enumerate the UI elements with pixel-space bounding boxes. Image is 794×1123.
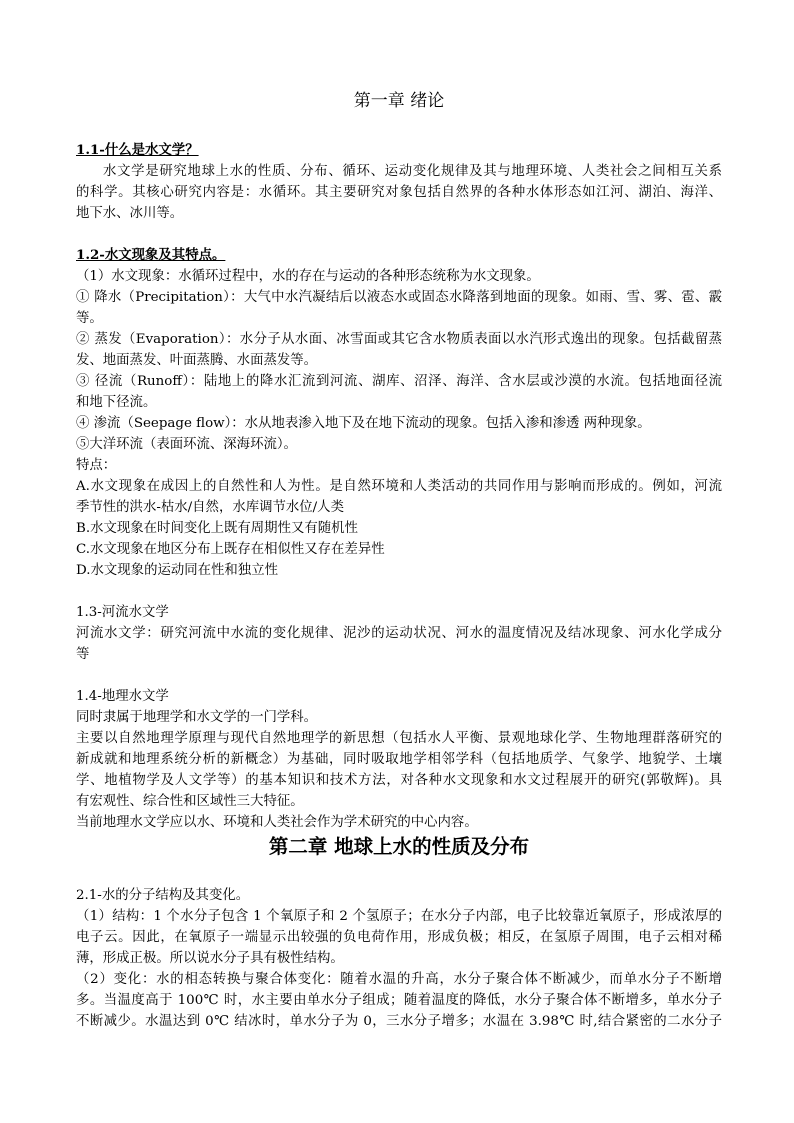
paragraph-line: 有宏观性、综合性和区域性三大特征。 [76,794,304,809]
paragraph-line: （2）变化：水的相态转换与聚合体变化：随着水温的升高，水分子聚合体不断减少，而单水分子不断增 [76,972,722,987]
chapter2-title: 第二章 地球上水的性质及分布 [268,835,530,858]
paragraph-line: 等。 [76,311,103,326]
paragraph-line: 当前地理水文学应以水、环境和人类社会作为学术研究的中心内容。 [76,815,478,830]
paragraph-line: 等 [76,647,90,662]
paragraph-line: ③ 径流（Runoff）：陆地上的降水汇流到河流、湖库、沼泽、海洋、含水层或沙漠的水流。包括地面径流 [76,374,722,389]
paragraph-line: 季节性的洪水-枯水/自然，水库调节水位/人类 [76,500,344,515]
paragraph-line: ② 蒸发（Evaporation）：水分子从水面、冰雪面或其它含水物质表面以水汽形式逸出的现象。包括截留蒸 [76,332,722,347]
paragraph-line: 主要以自然地理学原理与现代自然地理学的新思想（包括水人平衡、景观地球化学、生物地理群落研究的 [76,731,722,746]
paragraph-line: 和地下径流。 [76,395,157,410]
section-1-2-heading: 1.2-水文现象及其特点。 [76,247,226,263]
paragraph-line: C.水文现象在地区分布上既存在相似性又存在差异性 [76,542,385,557]
section-1-4-heading: 1.4-地理水文学 [76,689,169,704]
paragraph-line: 特点： [76,458,117,473]
paragraph-line: B.水文现象在时间变化上既有周期性又有随机性 [76,521,358,536]
paragraph-line: A.水文现象在成因上的自然性和人为性。是自然环境和人类活动的共同作用与影响而形成的。例如，河流 [76,479,722,494]
paragraph-line: 的科学。其核心研究内容是：水循环。其主要研究对象包括自然界的各种水体形态如江河、湖泊、海洋、 [76,185,722,200]
section-1-1-heading: 1.1-什么是水文学？ [76,142,199,158]
chapter1-title: 第一章 绪论 [353,91,445,111]
paragraph-line: 水文学是研究地球上水的性质、分布、循环、运动变化规律及其与地理环境、人类社会之间相互关系 [103,164,722,179]
paragraph-line: D.水文现象的运动同在性和独立性 [76,563,278,578]
paragraph-line: 地下水、冰川等。 [76,206,184,221]
paragraph-line: 学、地植物学及人文学等）的基本知识和技术方法，对各种水文现象和水文过程展开的研究(郭敬辉)。具 [76,773,722,788]
paragraph-line: 电子云。因此，在氧原子一端显示出较强的负电荷作用，形成负极；相反，在氢原子周围，电子云相对稀 [76,930,722,945]
section-1-3-heading: 1.3-河流水文学 [76,605,169,620]
paragraph-line: （1）水文现象：水循环过程中，水的存在与运动的各种形态统称为水文现象。 [76,269,540,284]
paragraph-line: 发、地面蒸发、叶面蒸腾、水面蒸发等。 [76,353,318,368]
paragraph-line: ① 降水（Precipitation）：大气中水汽凝结后以液态水或固态水降落到地面的现象。如雨、雪、雾、雹、霰 [76,290,722,305]
paragraph-line: （1）结构：1 个水分子包含 1 个氧原子和 2 个氢原子；在水分子内部，电子比较靠近氧原子，形成浓厚的 [76,909,722,924]
paragraph-line: 同时隶属于地理学和水文学的一门学科。 [76,710,318,725]
section-2-1-heading: 2.1-水的分子结构及其变化。 [76,888,250,903]
paragraph-line: 不断减少。水温达到 0℃ 结冰时，单水分子为 0，三水分子增多；水温在 3.98℃ 时,结合紧密的二水分子 [76,1014,722,1029]
paragraph-line: 河流水文学：研究河流中水流的变化规律、泥沙的运动状况、河水的温度情况及结冰现象、河水化学成分 [76,626,722,641]
paragraph-line: 多。当温度高于 100℃ 时，水主要由单水分子组成；随着温度的降低，水分子聚合体不断增多，单水分子 [76,993,722,1008]
paragraph-line: ⑤大洋环流（表面环流、深海环流）。 [76,437,297,452]
paragraph-line: 新成就和地理系统分析的新概念）为基础，同时吸取地学相邻学科（包括地质学、气象学、地貌学、土壤 [76,752,722,767]
paragraph-line: ④ 渗流（Seepage flow）：水从地表渗入地下及在地下流动的现象。包括入渗和渗透 两种现象。 [76,416,651,431]
paragraph-line: 薄，形成正极。所以说水分子具有极性结构。 [76,951,344,966]
